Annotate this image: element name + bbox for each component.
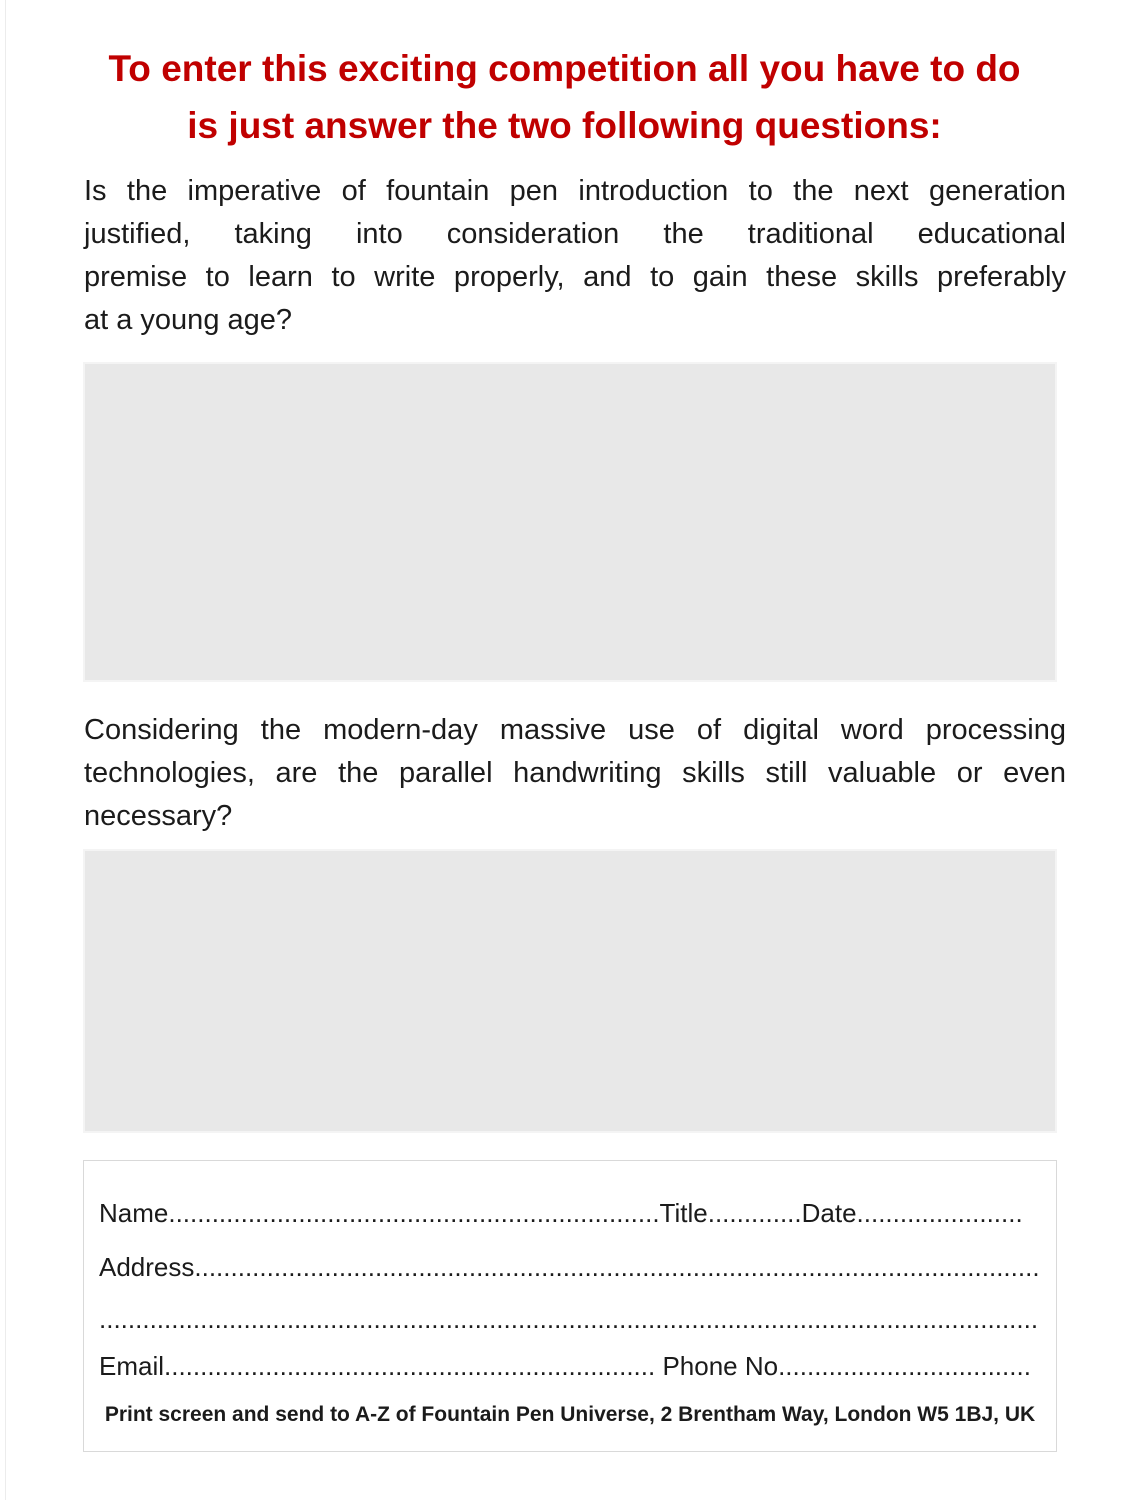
question-1-text: premise to learn to write properly, and to gain these skills preferably — [84, 261, 1066, 293]
question-2-text: Considering the modern-day massive use of digital word processing — [84, 714, 1066, 746]
page-title-line-1: To enter this exciting competition all you have to do — [108, 48, 1021, 89]
question-1-text: Is the imperative of fountain pen introduction to the next generation — [84, 175, 1066, 207]
answer-box-1[interactable] — [83, 362, 1057, 682]
email-phone-line: Email.................................................................... Phone No................................... — [99, 1351, 1031, 1381]
address-line: Address..................................................................................................................... — [99, 1252, 1040, 1282]
question-2 — [84, 709, 1066, 838]
entry-form — [83, 1160, 1057, 1452]
page-edge-line — [5, 0, 6, 1500]
page-title — [0, 40, 1129, 154]
question-1-text: at a young age? — [84, 304, 293, 336]
submission-instructions: Print screen and send to A-Z of Fountain Pen Universe, 2 Brentham Way, London W5 1BJ, UK — [104, 1403, 1036, 1426]
name-title-date-line: Name....................................................................Title.............Date....................... — [99, 1198, 1023, 1228]
question-1 — [84, 170, 1066, 342]
question-2-text: technologies, are the parallel handwriting skills still valuable or even — [84, 757, 1066, 789]
question-2-text: necessary? — [84, 800, 233, 832]
answer-box-2[interactable] — [83, 849, 1057, 1133]
question-1-text: justified, taking into consideration the traditional educational — [84, 218, 1066, 250]
address-continuation-line: .................................................................................................................................. — [99, 1304, 1039, 1334]
page-title-line-2: is just answer the two following questions: — [187, 105, 942, 146]
